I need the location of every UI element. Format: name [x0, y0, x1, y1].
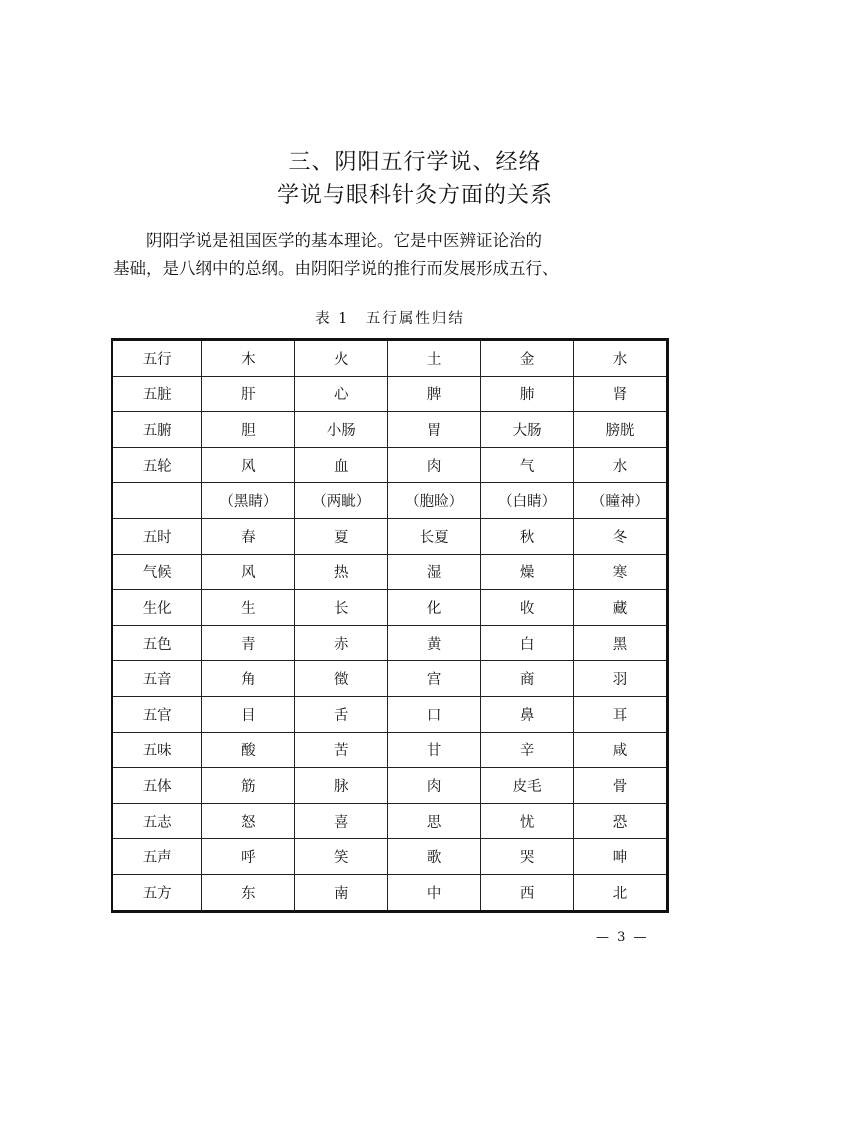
table-cell: 水 [574, 447, 668, 483]
table-cell: 脉 [295, 768, 388, 804]
table-cell: 肉 [388, 768, 481, 804]
table-cell: 肾 [574, 376, 668, 412]
table-cell: （白睛） [481, 483, 574, 519]
table-row [112, 661, 668, 697]
table-cell: 辛 [481, 732, 574, 768]
table-cell: 大肠 [481, 412, 574, 448]
row-label-cell: 五味 [112, 732, 202, 768]
table-cell: 骨 [574, 768, 668, 804]
table-cell: 冬 [574, 518, 668, 554]
table-cell: 青 [202, 625, 295, 661]
table-cell: 宫 [388, 661, 481, 697]
table-cell: 黑 [574, 625, 668, 661]
table-cell: 肝 [202, 376, 295, 412]
table-cell: 哭 [481, 839, 574, 875]
row-label-cell: 五轮 [112, 447, 202, 483]
table-cell: 春 [202, 518, 295, 554]
table-caption: 表 1 五行属性归结 [315, 311, 465, 327]
table-row [112, 554, 668, 590]
table-cell: 商 [481, 661, 574, 697]
table-cell: 舌 [295, 696, 388, 732]
table-cell: 风 [202, 554, 295, 590]
table-row [112, 412, 668, 448]
row-label-cell: 气候 [112, 554, 202, 590]
table-cell: 笑 [295, 839, 388, 875]
table-cell: 思 [388, 803, 481, 839]
table-row [112, 483, 668, 519]
table-cell: 皮毛 [481, 768, 574, 804]
table-cell: 湿 [388, 554, 481, 590]
table-cell: 燥 [481, 554, 574, 590]
section-title-line-2: 学说与眼科针灸方面的关系 [276, 183, 553, 208]
table-cell: 筋 [202, 768, 295, 804]
table-cell: 长 [295, 590, 388, 626]
table-row [112, 625, 668, 661]
table-cell: 木 [202, 340, 295, 377]
table-cell: （两眦） [295, 483, 388, 519]
five-elements-table [111, 338, 669, 913]
table-cell: 中 [388, 874, 481, 911]
table-cell: 黄 [388, 625, 481, 661]
table-cell: 徵 [295, 661, 388, 697]
table-cell: 咸 [574, 732, 668, 768]
row-label-cell [112, 483, 202, 519]
row-label-cell: 生化 [112, 590, 202, 626]
table-row [112, 447, 668, 483]
table-cell: 甘 [388, 732, 481, 768]
table-cell: 收 [481, 590, 574, 626]
table-cell: 土 [388, 340, 481, 377]
table-cell: 赤 [295, 625, 388, 661]
table-cell: 喜 [295, 803, 388, 839]
table-cell: 夏 [295, 518, 388, 554]
table-row [112, 518, 668, 554]
table-cell: 目 [202, 696, 295, 732]
paragraph-line-2: 基础，是八纲中的总纲。由阴阳学说的推行而发展形成五行、 [113, 259, 559, 278]
table-cell: 歌 [388, 839, 481, 875]
table-cell: 呼 [202, 839, 295, 875]
table-cell: 心 [295, 376, 388, 412]
table-cell: 胃 [388, 412, 481, 448]
row-label-cell: 五色 [112, 625, 202, 661]
row-label-cell: 五方 [112, 874, 202, 911]
table-cell: 角 [202, 661, 295, 697]
table-row [112, 340, 668, 377]
table-row [112, 803, 668, 839]
table-cell: 肉 [388, 447, 481, 483]
table-cell: 膀胱 [574, 412, 668, 448]
body-paragraph [113, 227, 669, 283]
row-label-cell: 五行 [112, 340, 202, 377]
table-cell: 苦 [295, 732, 388, 768]
row-label-cell: 五志 [112, 803, 202, 839]
row-label-cell: 五腑 [112, 412, 202, 448]
paragraph-line-1: 阴阳学说是祖国医学的基本理论。它是中医辨证论治的 [146, 231, 542, 250]
table-cell: 气 [481, 447, 574, 483]
row-label-cell: 五音 [112, 661, 202, 697]
table-cell: 脾 [388, 376, 481, 412]
table-cell: （黑睛） [202, 483, 295, 519]
table-row [112, 874, 668, 911]
table-cell: 金 [481, 340, 574, 377]
table-cell: 西 [481, 874, 574, 911]
table-row [112, 768, 668, 804]
table-cell: 水 [574, 340, 668, 377]
table-cell: 热 [295, 554, 388, 590]
table-cell: 口 [388, 696, 481, 732]
table-cell: （瞳神） [574, 483, 668, 519]
table-cell: 风 [202, 447, 295, 483]
table-cell: 小肠 [295, 412, 388, 448]
table-row [112, 696, 668, 732]
row-label-cell: 五脏 [112, 376, 202, 412]
table-cell: 忧 [481, 803, 574, 839]
row-label-cell: 五体 [112, 768, 202, 804]
table-cell: 火 [295, 340, 388, 377]
table-cell: 北 [574, 874, 668, 911]
section-title-line-1: 三、阴阳五行学说、经络 [288, 150, 542, 175]
table-cell: 生 [202, 590, 295, 626]
table-cell: 血 [295, 447, 388, 483]
table-row [112, 839, 668, 875]
table-cell: 酸 [202, 732, 295, 768]
row-label-cell: 五官 [112, 696, 202, 732]
table-row [112, 590, 668, 626]
page-number: — 3 — [596, 930, 649, 945]
table-cell: 化 [388, 590, 481, 626]
table-row [112, 376, 668, 412]
table-cell: 怒 [202, 803, 295, 839]
table-row [112, 732, 668, 768]
table-cell: 耳 [574, 696, 668, 732]
table-cell: 南 [295, 874, 388, 911]
table-cell: 白 [481, 625, 574, 661]
table-cell: 胆 [202, 412, 295, 448]
table-cell: 鼻 [481, 696, 574, 732]
table-cell: 呻 [574, 839, 668, 875]
row-label-cell: 五声 [112, 839, 202, 875]
table-cell: 秋 [481, 518, 574, 554]
table-cell: （胞睑） [388, 483, 481, 519]
table-cell: 长夏 [388, 518, 481, 554]
table-cell: 藏 [574, 590, 668, 626]
row-label-cell: 五时 [112, 518, 202, 554]
table-cell: 寒 [574, 554, 668, 590]
table-cell: 肺 [481, 376, 574, 412]
table-cell: 东 [202, 874, 295, 911]
table-cell: 羽 [574, 661, 668, 697]
table-cell: 恐 [574, 803, 668, 839]
